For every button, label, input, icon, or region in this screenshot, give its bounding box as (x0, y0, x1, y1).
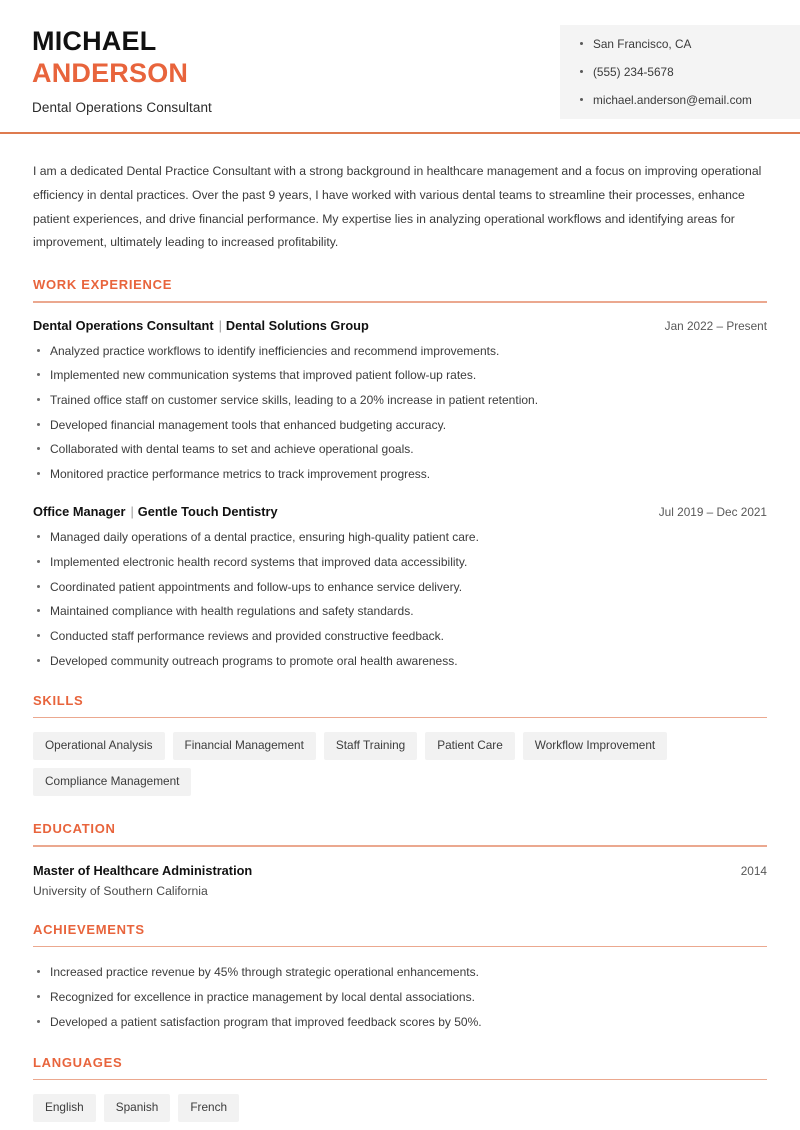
section-achievements (33, 922, 767, 1030)
section-title-education: EDUCATION (33, 821, 116, 837)
skill-chip: Patient Care (425, 732, 515, 760)
contact-list (580, 37, 786, 107)
bullet-item: Analyzed practice workflows to identify inefficiencies and recommend improvements. (33, 343, 767, 359)
bullet-item: Implemented new communication systems that improved patient follow-up rates. (33, 367, 767, 383)
education-year: 2014 (740, 863, 767, 878)
bullet-item: Developed community outreach programs to promote oral health awareness. (33, 653, 767, 669)
bullet-item: Developed a patient satisfaction program that improved feedback scores by 50%. (33, 1014, 767, 1030)
bullet-item: Implemented electronic health record systems that improved data accessibility. (33, 554, 767, 570)
resume-header (0, 0, 800, 134)
experience-bullets (33, 529, 767, 669)
skill-chip: Workflow Improvement (523, 732, 667, 760)
bullet-item: Developed financial management tools that enhanced budgeting accuracy. (33, 417, 767, 433)
bullet-item: Coordinated patient appointments and follow-ups to enhance service delivery. (33, 579, 767, 595)
language-chip: French (178, 1094, 239, 1122)
achievements-bullets (33, 964, 767, 1030)
education-entry (33, 863, 767, 898)
contact-item-location: San Francisco, CA (580, 37, 786, 51)
experience-role: Office Manager (33, 504, 126, 520)
section-title-work-experience: WORK EXPERIENCE (33, 277, 173, 293)
title-separator: | (218, 317, 222, 333)
experience-entry (33, 504, 767, 669)
skill-chip: Compliance Management (33, 768, 191, 796)
education-school: University of Southern California (33, 883, 208, 898)
bullet-item: Maintained compliance with health regulations and safety standards. (33, 603, 767, 619)
section-title-achievements: ACHIEVEMENTS (33, 921, 145, 937)
experience-title-line (33, 318, 369, 333)
last-name: ANDERSON (32, 57, 189, 88)
name-block (32, 26, 532, 115)
contact-item-email[interactable]: michael.anderson@email.com (580, 93, 786, 107)
section-education (33, 821, 767, 898)
experience-entry (33, 318, 767, 483)
experience-company: Dental Solutions Group (225, 317, 369, 333)
bullet-item: Conducted staff performance reviews and provided constructive feedback. (33, 628, 767, 644)
contact-item-phone[interactable]: (555) 234-5678 (580, 65, 786, 79)
languages-chip-list (33, 1094, 767, 1122)
skill-chip: Operational Analysis (33, 732, 165, 760)
bullet-item: Trained office staff on customer service skills, leading to a 20% increase in patient retention. (33, 392, 767, 408)
resume-content (0, 160, 800, 1122)
skill-chip: Staff Training (324, 732, 417, 760)
section-skills (33, 693, 767, 796)
section-divider-skills (33, 717, 767, 719)
experience-entry-header (33, 318, 767, 333)
section-languages (33, 1055, 767, 1122)
education-degree: Master of Healthcare Administration (33, 862, 253, 878)
section-divider-achievements (33, 946, 767, 948)
header-divider (0, 132, 800, 134)
experience-bullets (33, 343, 767, 483)
section-divider-education (33, 845, 767, 847)
skills-chip-list (33, 732, 767, 796)
experience-title-line (33, 504, 278, 519)
section-title-languages: LANGUAGES (33, 1054, 123, 1070)
language-chip: English (33, 1094, 96, 1122)
bullet-item: Managed daily operations of a dental practice, ensuring high-quality patient care. (33, 529, 767, 545)
skill-chip: Financial Management (173, 732, 316, 760)
experience-company: Gentle Touch Dentistry (137, 504, 278, 520)
experience-role: Dental Operations Consultant (33, 317, 214, 333)
language-chip: Spanish (104, 1094, 171, 1122)
experience-date: Jan 2022 – Present (664, 318, 767, 333)
title-separator: | (130, 504, 134, 520)
bullet-item: Monitored practice performance metrics to track improvement progress. (33, 466, 767, 482)
header-job-title: Dental Operations Consultant (32, 99, 212, 115)
section-divider-languages (33, 1079, 767, 1081)
contact-box (560, 25, 800, 119)
experience-entry-header (33, 504, 767, 519)
bullet-item: Collaborated with dental teams to set and achieve operational goals. (33, 441, 767, 457)
section-work-experience (33, 277, 767, 669)
bullet-item: Recognized for excellence in practice management by local dental associations. (33, 989, 767, 1005)
professional-summary: I am a dedicated Dental Practice Consultant with a strong background in healthcare management and a focus on improving operational efficiency in dental practices. Over the past 9 years, I have worked with various dental teams to streamline their processes, enhance patient experiences, and drive financial performance. My expertise lies in analyzing operational workflows and identifying areas for improvement, ultimately leading to increased profitability. (33, 164, 762, 250)
first-name: MICHAEL (32, 26, 157, 56)
bullet-item: Increased practice revenue by 45% through strategic operational enhancements. (33, 964, 767, 980)
section-title-skills: SKILLS (33, 692, 84, 708)
section-divider-work-experience (33, 301, 767, 303)
experience-date: Jul 2019 – Dec 2021 (658, 505, 767, 520)
education-entry-header (33, 863, 767, 878)
